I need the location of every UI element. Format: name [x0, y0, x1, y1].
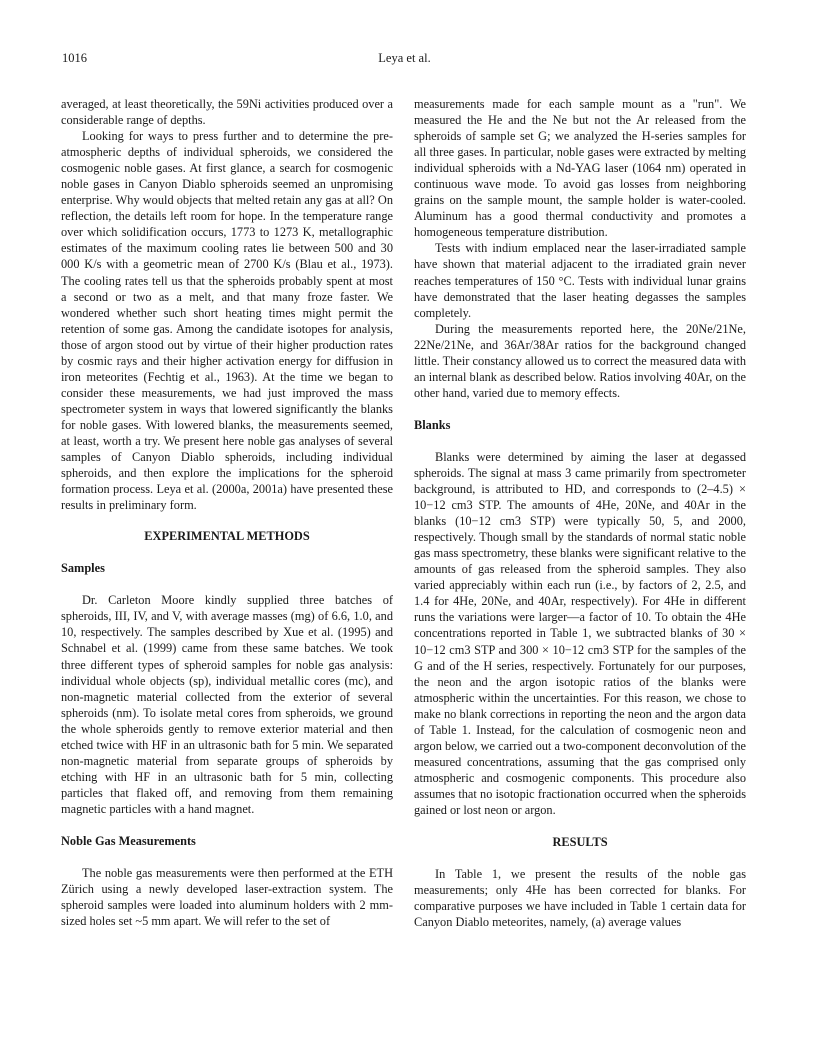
- page-number: 1016: [62, 51, 87, 65]
- paragraph: During the measurements reported here, the 20Ne/21Ne, 22Ne/21Ne, and 36Ar/38Ar ratios for the background changed little. Their constancy allowed us to correct the measured data with an internal blank as described below. Ratios involving 40Ar, on the other hand, varied due to memory effects.: [414, 321, 746, 400]
- paragraph: The noble gas measurements were then performed at the ETH Zürich using a newly developed laser-extraction system. The spheroid samples were loaded into aluminum holders with 2 mm-sized holes set ~5 mm apart. We will refer to the set of: [61, 866, 393, 929]
- paragraph: In Table 1, we present the results of the noble gas measurements; only 4He has been corrected for blanks. For comparative purposes we have included in Table 1 certain data for Canyon Diablo meteorites, namely, (a) average values: [414, 867, 746, 930]
- section-heading-experimental-methods: EXPERIMENTAL METHODS: [144, 529, 310, 544]
- subheading-blanks: Blanks: [414, 417, 451, 432]
- running-head: Leya et al.: [378, 51, 431, 65]
- paragraph: Blanks were determined by aiming the laser at degassed spheroids. The signal at mass 3 came primarily from spectrometer background, is attributed to HD, and corresponds to (2–4.5) × 10−12 cm3 STP. The amounts of 4He, 20Ne, and 40Ar in the blanks (10−12 cm3 STP) were typically 50, 5, and 2000, respectively. Though small by the standards of normal static noble gas mass spectrometry, these blanks were significant relative to the amounts of gas released from the spheroid samples. They also varied appreciably within each run (i.e., by factors of 2, 2.5, and 1.4 for 4He, 20Ne, and 40Ar, respectively). For 4He in different runs the variations were larger—a factor of 10. To obtain the 4He concentrations reported in Table 1, we subtracted blanks of 30 × 10−12 cm3 STP and 300 × 10−12 cm3 STP for the samples of the G and of the H series, respectively. Fortunately for our purposes, the neon and the argon isotopic ratios of the blanks were atmospheric within the uncertainties. For this reason, we chose to make no blank corrections in reporting the neon and the argon data of Table 1. Instead, for the calculation of cosmogenic neon and argon below, we carried out a two-component deconvolution of the measured concentrations, assuming that the gas comprised only atmospheric and cosmogenic components. This procedure also assumes that no isotopic fractionation occurred when the spheroids gained or lost neon or argon.: [414, 449, 746, 817]
- page-header: [62, 51, 747, 69]
- paragraph: Dr. Carleton Moore kindly supplied three batches of spheroids, III, IV, and V, with average masses (mg) of 6.6, 1.0, and 10, respectively. The samples described by Xue et al. (1995) and Schnabel et al. (1999) came from these same batches. We took three different types of spheroid samples for noble gas analysis: individual whole objects (sp), individual metallic cores (mc), and non-magnetic material collected from the exterior of several spheroids (nm). To isolate metal cores from spheroids, we ground the whole spheroids gently to remove exterior material and then etched twice with HF in an ultrasonic bath for 5 min. We separated non-magnetic material from separate groups of spheroids by etching with HF in an ultrasonic bath for 5 min, collecting particles that flaked off, and removing from them remaining magnetic particles with a hand magnet.: [61, 593, 393, 816]
- paragraph: measurements made for each sample mount as a "run". We measured the He and the Ne but not the Ar released from the spheroids of sample set G; we analyzed the H-series samples for all three gases. In particular, noble gases were extracted by melting individual spheroids with a Nd-YAG laser (1064 nm) operated in continuous wave mode. To avoid gas losses from neighboring grains on the sample mount, the sample holder is water-cooled. Aluminum has a good thermal conductivity and promotes a homogeneous temperature distribution.: [414, 97, 746, 240]
- subheading-noble-gas-measurements: Noble Gas Measurements: [61, 833, 196, 848]
- left-column: [61, 96, 393, 929]
- section-heading-results: RESULTS: [552, 835, 608, 850]
- paragraph: Tests with indium emplaced near the laser-irradiated sample have shown that material adjacent to the irradiated grain never reaches temperatures of 150 °C. Tests with individual lunar grains have demonstrated that the laser heating degasses the samples completely.: [414, 241, 746, 320]
- right-column: [414, 96, 746, 930]
- paragraph: averaged, at least theoretically, the 59Ni activities produced over a considerable range of depths.: [61, 97, 393, 128]
- subheading-samples: Samples: [61, 561, 105, 576]
- paragraph: Looking for ways to press further and to determine the pre-atmospheric depths of individual spheroids, we considered the cosmogenic noble gases. At first glance, a search for cosmogenic noble gases in Canyon Diablo spheroids seemed an unpromising enterprise. Why would objects that melted retain any gas at all? On reflection, the details left room for hope. In the temperature range over which solidification occurs, 1773 to 1273 K, metallographic estimates of the maximum cooling rates lie between 500 and 30 000 K/s with a geometric mean of 2700 K/s (Blau et al., 1973). The cooling rates tell us that the spheroids probably spent at most a second or two as a melt, and that many froze faster. We wondered whether such short heating times might permit the retention of some gas. Among the candidate isotopes for analysis, those of argon stood out by virtue of their higher production rates by cosmic rays and their higher activation energy for diffusion in iron meteorites (Fechtig et al., 1963). At the time we began to consider these measurements, we had just improved the mass spectrometer system in ways that lowered significantly the blanks for noble gases. With lowered blanks, the measurements seemed, at least, worth a try. We present here noble gas analyses of several samples of Canyon Diablo spheroids, including individual spheroids, and then explore the implications for the spheroid formation process. Leya et al. (2000a, 2001a) have presented these results in preliminary form.: [61, 129, 393, 513]
